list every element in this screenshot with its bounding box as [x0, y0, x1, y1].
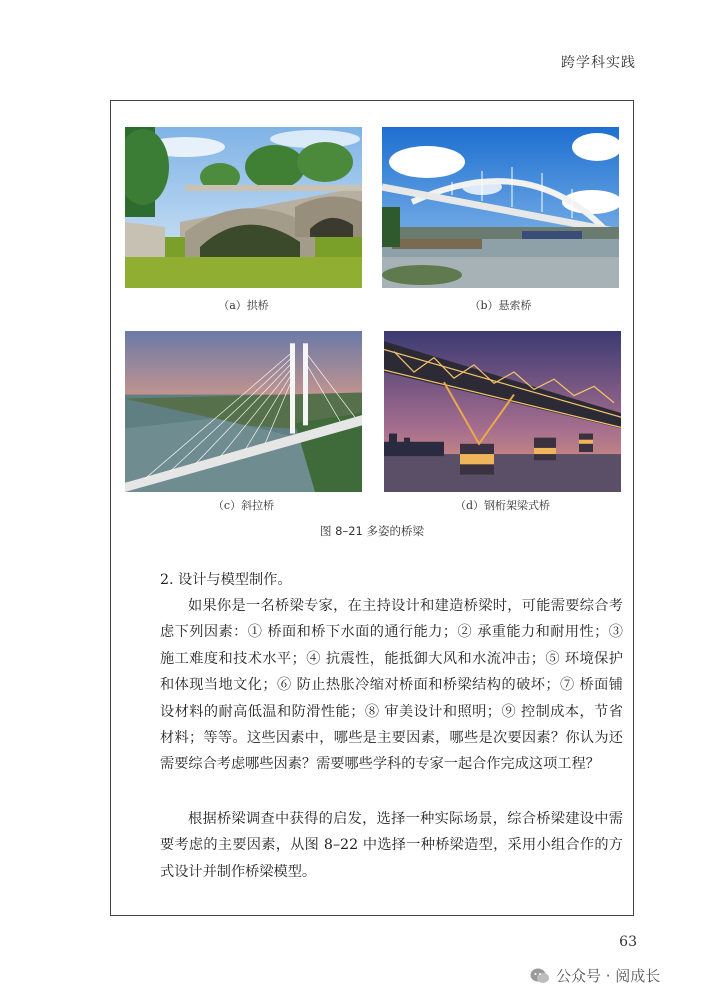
caption-arch-bridge: （a）拱桥	[218, 299, 269, 312]
caption-suspension-bridge: （b）悬索桥	[469, 299, 532, 312]
suspension-bridge-photo	[382, 127, 619, 288]
page-number: 63	[619, 934, 637, 950]
watermark-text: 公众号 · 阅成长	[556, 967, 661, 985]
section-heading: 2. 设计与模型制作。	[160, 572, 292, 588]
paragraph-1: 如果你是一名桥梁专家，在主持设计和建造桥梁时，可能需要综合考虑下列因素：① 桥面和桥下水面的通行能力；② 承重能力和耐用性；③ 施工难度和技术水平；④ 抗震性，能抵御大风和水流冲击；⑤ 环境保护和体现当地文化；⑥ 防止热胀冷缩对桥面和桥梁结构的破坏；⑦ 桥面铺设材料的耐高低温和防滑性能；⑧ 审美设计和照明；⑨ 控制成本，节省材料；等等。这些因素中，哪些是主要因素，哪些是次要因素？你认为还需要综合考虑哪些因素？需要哪些学科的专家一起合作完成这项工程？	[160, 598, 623, 773]
page-header-title: 跨学科实践	[561, 55, 636, 71]
cable-stayed-bridge-photo	[125, 331, 362, 492]
paragraph-2: 根据桥梁调查中获得的启发，选择一种实际场景，综合桥梁建设中需要考虑的主要因素，从图 8–22 中选择一种桥梁造型，采用小组合作的方式设计并制作桥梁模型。	[160, 811, 623, 880]
truss-bridge-photo	[384, 331, 621, 492]
caption-cable-stayed-bridge: （c）斜拉桥	[212, 499, 275, 512]
figure-title: 图 8–21 多姿的桥梁	[319, 524, 424, 538]
watermark	[530, 965, 660, 986]
caption-truss-bridge: （d）钢桁架梁式桥	[454, 499, 551, 512]
arch-bridge-photo	[125, 127, 362, 288]
wechat-icon	[530, 967, 550, 985]
